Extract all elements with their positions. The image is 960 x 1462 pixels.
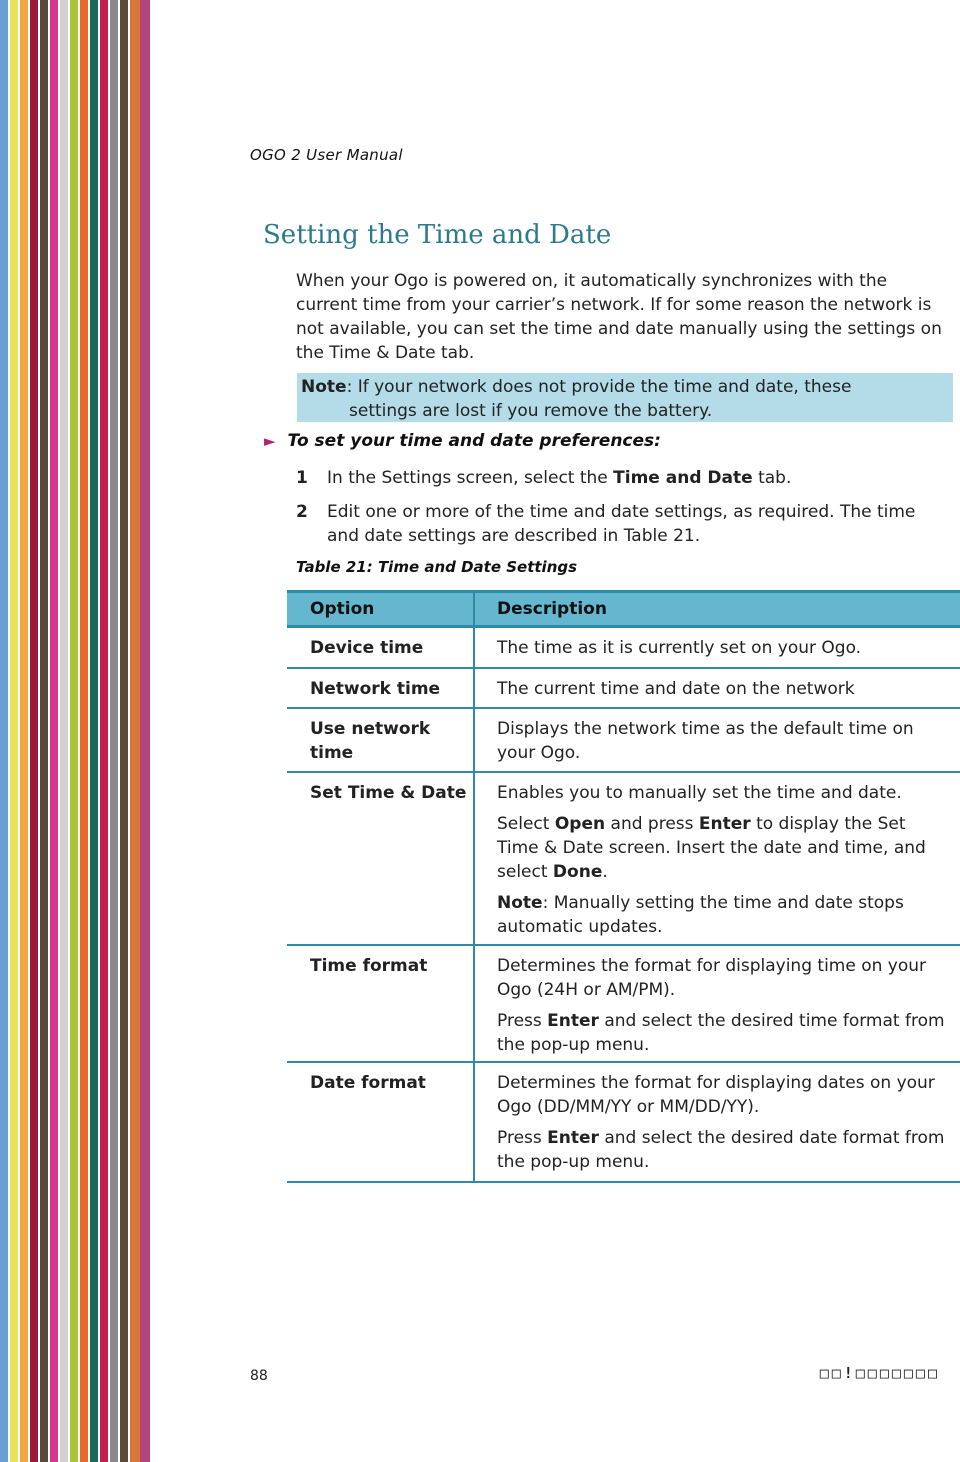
text-run: and press	[605, 814, 699, 834]
description-cell	[475, 628, 960, 667]
description-text: Displays the network time as the default time on your Ogo.	[497, 719, 914, 763]
stripe	[110, 0, 118, 1462]
option-cell: Date format	[287, 1063, 475, 1181]
description-note	[497, 891, 950, 939]
ui-term: Enter	[698, 814, 751, 834]
step-1	[296, 466, 936, 490]
description-text: Determines the format for displaying dates on your Ogo (DD/MM/YY or MM/DD/YY).	[497, 1073, 935, 1117]
arrow-right-icon: ►	[264, 432, 276, 450]
note-label: Note	[497, 893, 543, 913]
description-cell	[475, 773, 960, 944]
stripe	[120, 0, 128, 1462]
decorative-stripes	[0, 0, 200, 1462]
table-row	[287, 946, 960, 1063]
description-text-2	[497, 1126, 950, 1174]
description-text: Enables you to manually set the time and date.	[497, 783, 902, 803]
footer-placeholder-text: □□!□□□□□□□	[819, 1364, 940, 1382]
text-run: Select	[497, 814, 555, 834]
option-cell: Set Time & Date	[287, 773, 475, 944]
description-cell	[475, 946, 960, 1061]
step-number: 2	[296, 502, 308, 522]
note-text: : Manually setting the time and date stops automatic updates.	[497, 893, 904, 937]
step-text: Edit one or more of the time and date settings, as required. The time and date settings are described in Table 21.	[327, 502, 916, 546]
note-line-1	[301, 375, 949, 399]
note-line-2: settings are lost if you remove the battery.	[349, 401, 713, 421]
ui-term: Enter	[547, 1011, 599, 1031]
stripe	[0, 0, 8, 1462]
step-number: 1	[296, 468, 308, 488]
table-row	[287, 628, 960, 669]
step-text-post: tab.	[752, 468, 792, 488]
table-caption: Table 21: Time and Date Settings	[296, 558, 578, 576]
description-text-2	[497, 1009, 950, 1057]
section-title: Setting the Time and Date	[263, 220, 612, 250]
text-run: Press	[497, 1128, 548, 1148]
description-text: The current time and date on the network	[497, 679, 855, 699]
note-box	[297, 373, 953, 422]
stripe	[100, 0, 108, 1462]
stripe	[50, 0, 58, 1462]
note-label: Note	[301, 377, 347, 397]
table-row	[287, 709, 960, 773]
settings-table	[287, 590, 960, 1183]
option-cell: Device time	[287, 628, 475, 667]
table-row	[287, 669, 960, 709]
step-text-bold: Time and Date	[613, 468, 753, 488]
stripe	[130, 0, 140, 1462]
option-cell: Time format	[287, 946, 475, 1061]
description-cell	[475, 669, 960, 707]
description-cell	[475, 709, 960, 771]
option-cell: Network time	[287, 669, 475, 707]
step-2	[296, 500, 936, 548]
option-cell: Use network time	[287, 709, 475, 771]
stripe	[60, 0, 68, 1462]
text-run: to display the Set Time & Date screen. Insert the date and time, and select	[497, 814, 926, 882]
stripe	[40, 0, 48, 1462]
stripe	[10, 0, 18, 1462]
table-row	[287, 773, 960, 946]
step-text-pre: In the Settings screen, select the	[327, 468, 614, 488]
intro-paragraph: When your Ogo is powered on, it automatically synchronizes with the current time from your carrier’s network. If for some reason the network is not available, you can set the time and date manually using the settings on the Time & Date tab.	[296, 271, 942, 363]
ui-term: Done	[552, 862, 603, 882]
note-text-1: : If your network does not provide the time and date, these	[346, 377, 852, 397]
stripe	[140, 0, 150, 1462]
stripe	[30, 0, 38, 1462]
text-run: .	[602, 862, 608, 882]
header-option: Option	[287, 593, 475, 625]
procedure-heading-text: To set your time and date preferences:	[287, 431, 661, 451]
ui-term: Enter	[547, 1128, 599, 1148]
ui-term: Open	[554, 814, 606, 834]
page-number: 88	[250, 1368, 268, 1384]
step-text	[327, 466, 936, 490]
description-text: Determines the format for displaying time on your Ogo (24H or AM/PM).	[497, 956, 927, 1000]
text-run: and select the desired time format from the pop-up menu.	[497, 1011, 945, 1055]
stripe	[20, 0, 28, 1462]
running-head: OGO 2 User Manual	[250, 146, 403, 164]
stripe	[70, 0, 78, 1462]
stripe	[80, 0, 88, 1462]
text-run: and select the desired date format from the pop-up menu.	[497, 1128, 945, 1172]
table-row	[287, 1063, 960, 1183]
header-description: Description	[497, 599, 607, 619]
text-run: Press	[497, 1011, 548, 1031]
description-text: The time as it is currently set on your Ogo.	[497, 638, 862, 658]
procedure-heading	[264, 431, 661, 451]
description-text-2	[497, 812, 950, 884]
description-cell	[475, 1063, 960, 1181]
table-header	[287, 590, 960, 628]
stripe	[90, 0, 98, 1462]
